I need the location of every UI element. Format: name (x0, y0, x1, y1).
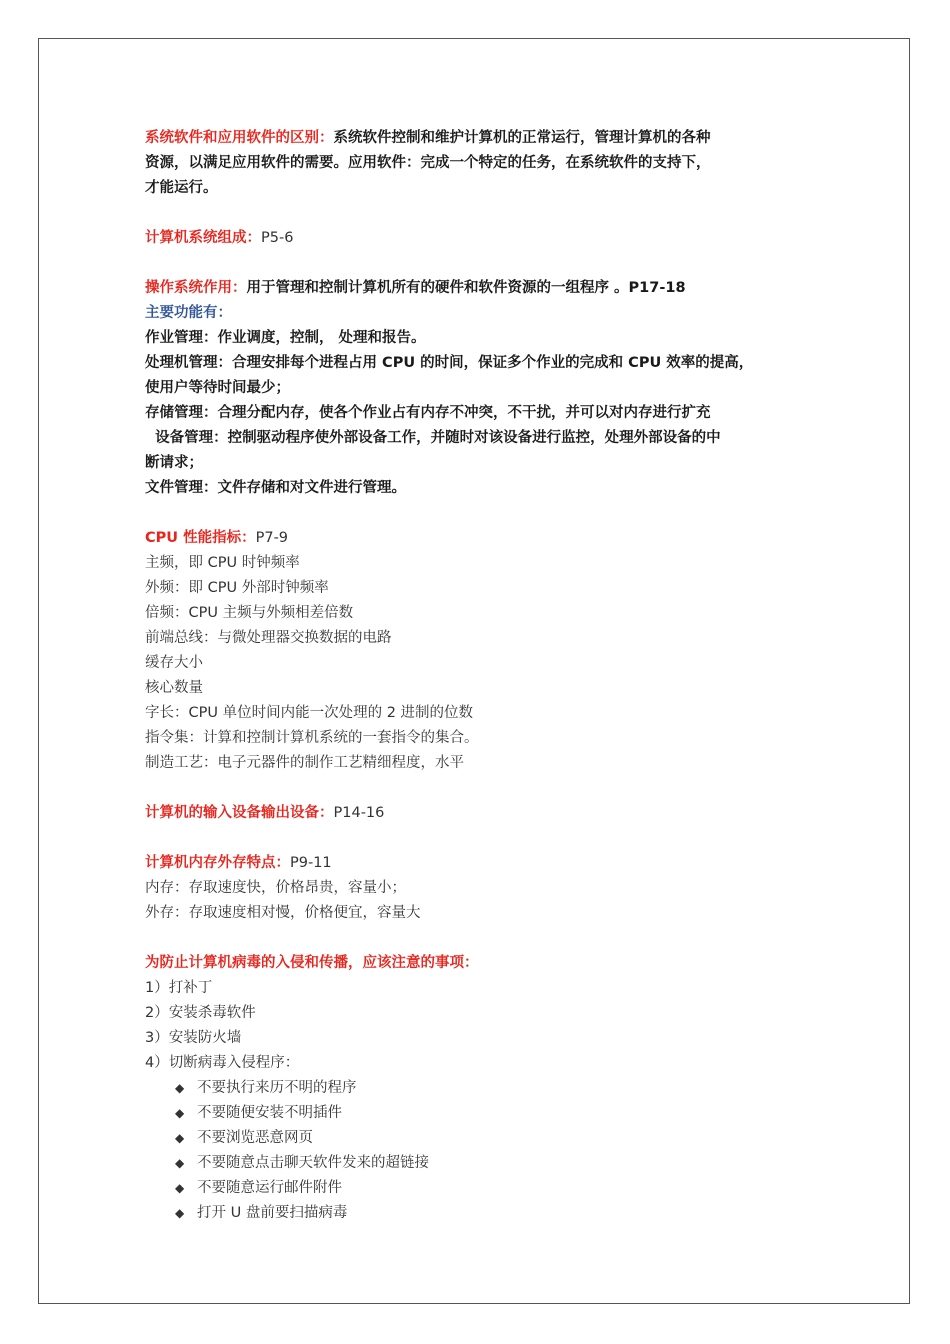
s7-bullet: ◆ 不要随意点击聊天软件发来的超链接 (145, 1151, 825, 1176)
s3-heading: 操作系统作用： (145, 280, 247, 296)
s4-item: 字长：CPU 单位时间内能一次处理的 2 进制的位数 (145, 705, 474, 721)
s7-bullet: ◆ 不要随便安装不明插件 (145, 1101, 825, 1126)
s4-item: 指令集：计算和控制计算机系统的一套指令的集合。 (145, 730, 479, 746)
s4-item: 核心数量 (145, 680, 203, 696)
s3-sub-heading: 主要功能有： (145, 305, 232, 321)
s1-line3: 才能运行。 (145, 180, 218, 196)
diamond-bullet-icon: ◆ (175, 1206, 185, 1220)
s1-line2: 资源，以满足应用软件的需要。应用软件：完成一个特定的任务，在系统软件的支持下， (145, 155, 711, 171)
s4-item: 前端总线：与微处理器交换数据的电路 (145, 630, 392, 646)
s3-item: 文件管理：文件存储和对文件进行管理。 (145, 480, 406, 496)
s3-item: 使用户等待时间最少； (145, 380, 290, 396)
s6-line: 计算机内存外存特点：P9-11 (145, 855, 332, 871)
diamond-bullet-icon: ◆ (175, 1081, 185, 1095)
s7-bullet: ◆ 打开 U 盘前要扫描病毒 (145, 1201, 825, 1226)
s4-item: 倍频：CPU 主频与外频相差倍数 (145, 605, 354, 621)
s4-line: CPU 性能指标：P7-9 (145, 530, 289, 546)
s4-item: 外频：即 CPU 外部时钟频率 (145, 580, 329, 596)
s4-item: 制造工艺：电子元器件的制作工艺精细程度，水平 (145, 755, 464, 771)
diamond-bullet-icon: ◆ (175, 1106, 185, 1120)
s3-item: 作业管理：作业调度，控制， 处理和报告。 (145, 330, 426, 346)
diamond-bullet-icon: ◆ (175, 1181, 185, 1195)
s3-line: 操作系统作用：用于管理和控制计算机所有的硬件和软件资源的一组程序 。P17-18 (145, 280, 686, 296)
s4-item: 主频，即 CPU 时钟频率 (145, 555, 300, 571)
s1-heading: 系统软件和应用软件的区别： (145, 130, 334, 146)
s2-heading: 计算机系统组成： (145, 230, 261, 246)
s4-item: 缓存大小 (145, 655, 203, 671)
diamond-bullet-icon: ◆ (175, 1131, 185, 1145)
s3-item: 设备管理：控制驱动程序使外部设备工作，并随时对该设备进行监控，处理外部设备的中 (145, 430, 721, 446)
s7-bullet: ◆ 不要执行来历不明的程序 (145, 1076, 825, 1101)
s3-item: 存储管理：合理分配内存，使各个作业占有内存不冲突，不干扰，并可以对内存进行扩充 (145, 405, 711, 421)
document-body (145, 126, 825, 1226)
s3-item: 处理机管理：合理安排每个进程占用 CPU 的时间，保证多个作业的完成和 CPU 效率的提高， (145, 355, 754, 371)
s5-heading: 计算机的输入设备输出设备： (145, 805, 334, 821)
s6-heading: 计算机内存外存特点： (145, 855, 290, 871)
s7-item: 3）安装防火墙 (145, 1030, 242, 1046)
s7-item: 1）打补丁 (145, 980, 213, 996)
s6-item: 内存：存取速度快，价格昂贵，容量小； (145, 880, 406, 896)
s7-heading: 为防止计算机病毒的入侵和传播，应该注意的事项： (145, 955, 479, 971)
s7-item: 4）切断病毒入侵程序： (145, 1055, 300, 1071)
diamond-bullet-icon: ◆ (175, 1156, 185, 1170)
s4-heading: CPU 性能指标： (145, 530, 256, 546)
s6-item: 外存：存取速度相对慢，价格便宜，容量大 (145, 905, 421, 921)
s7-bullet: ◆ 不要随意运行邮件附件 (145, 1176, 825, 1201)
s2-line: 计算机系统组成：P5-6 (145, 230, 294, 246)
s1-line1: 系统软件和应用软件的区别：系统软件控制和维护计算机的正常运行，管理计算机的各种 (145, 130, 711, 146)
s3-item: 断请求； (145, 455, 203, 471)
s5-line: 计算机的输入设备输出设备：P14-16 (145, 805, 385, 821)
s7-bullet: ◆ 不要浏览恶意网页 (145, 1126, 825, 1151)
s7-item: 2）安装杀毒软件 (145, 1005, 256, 1021)
